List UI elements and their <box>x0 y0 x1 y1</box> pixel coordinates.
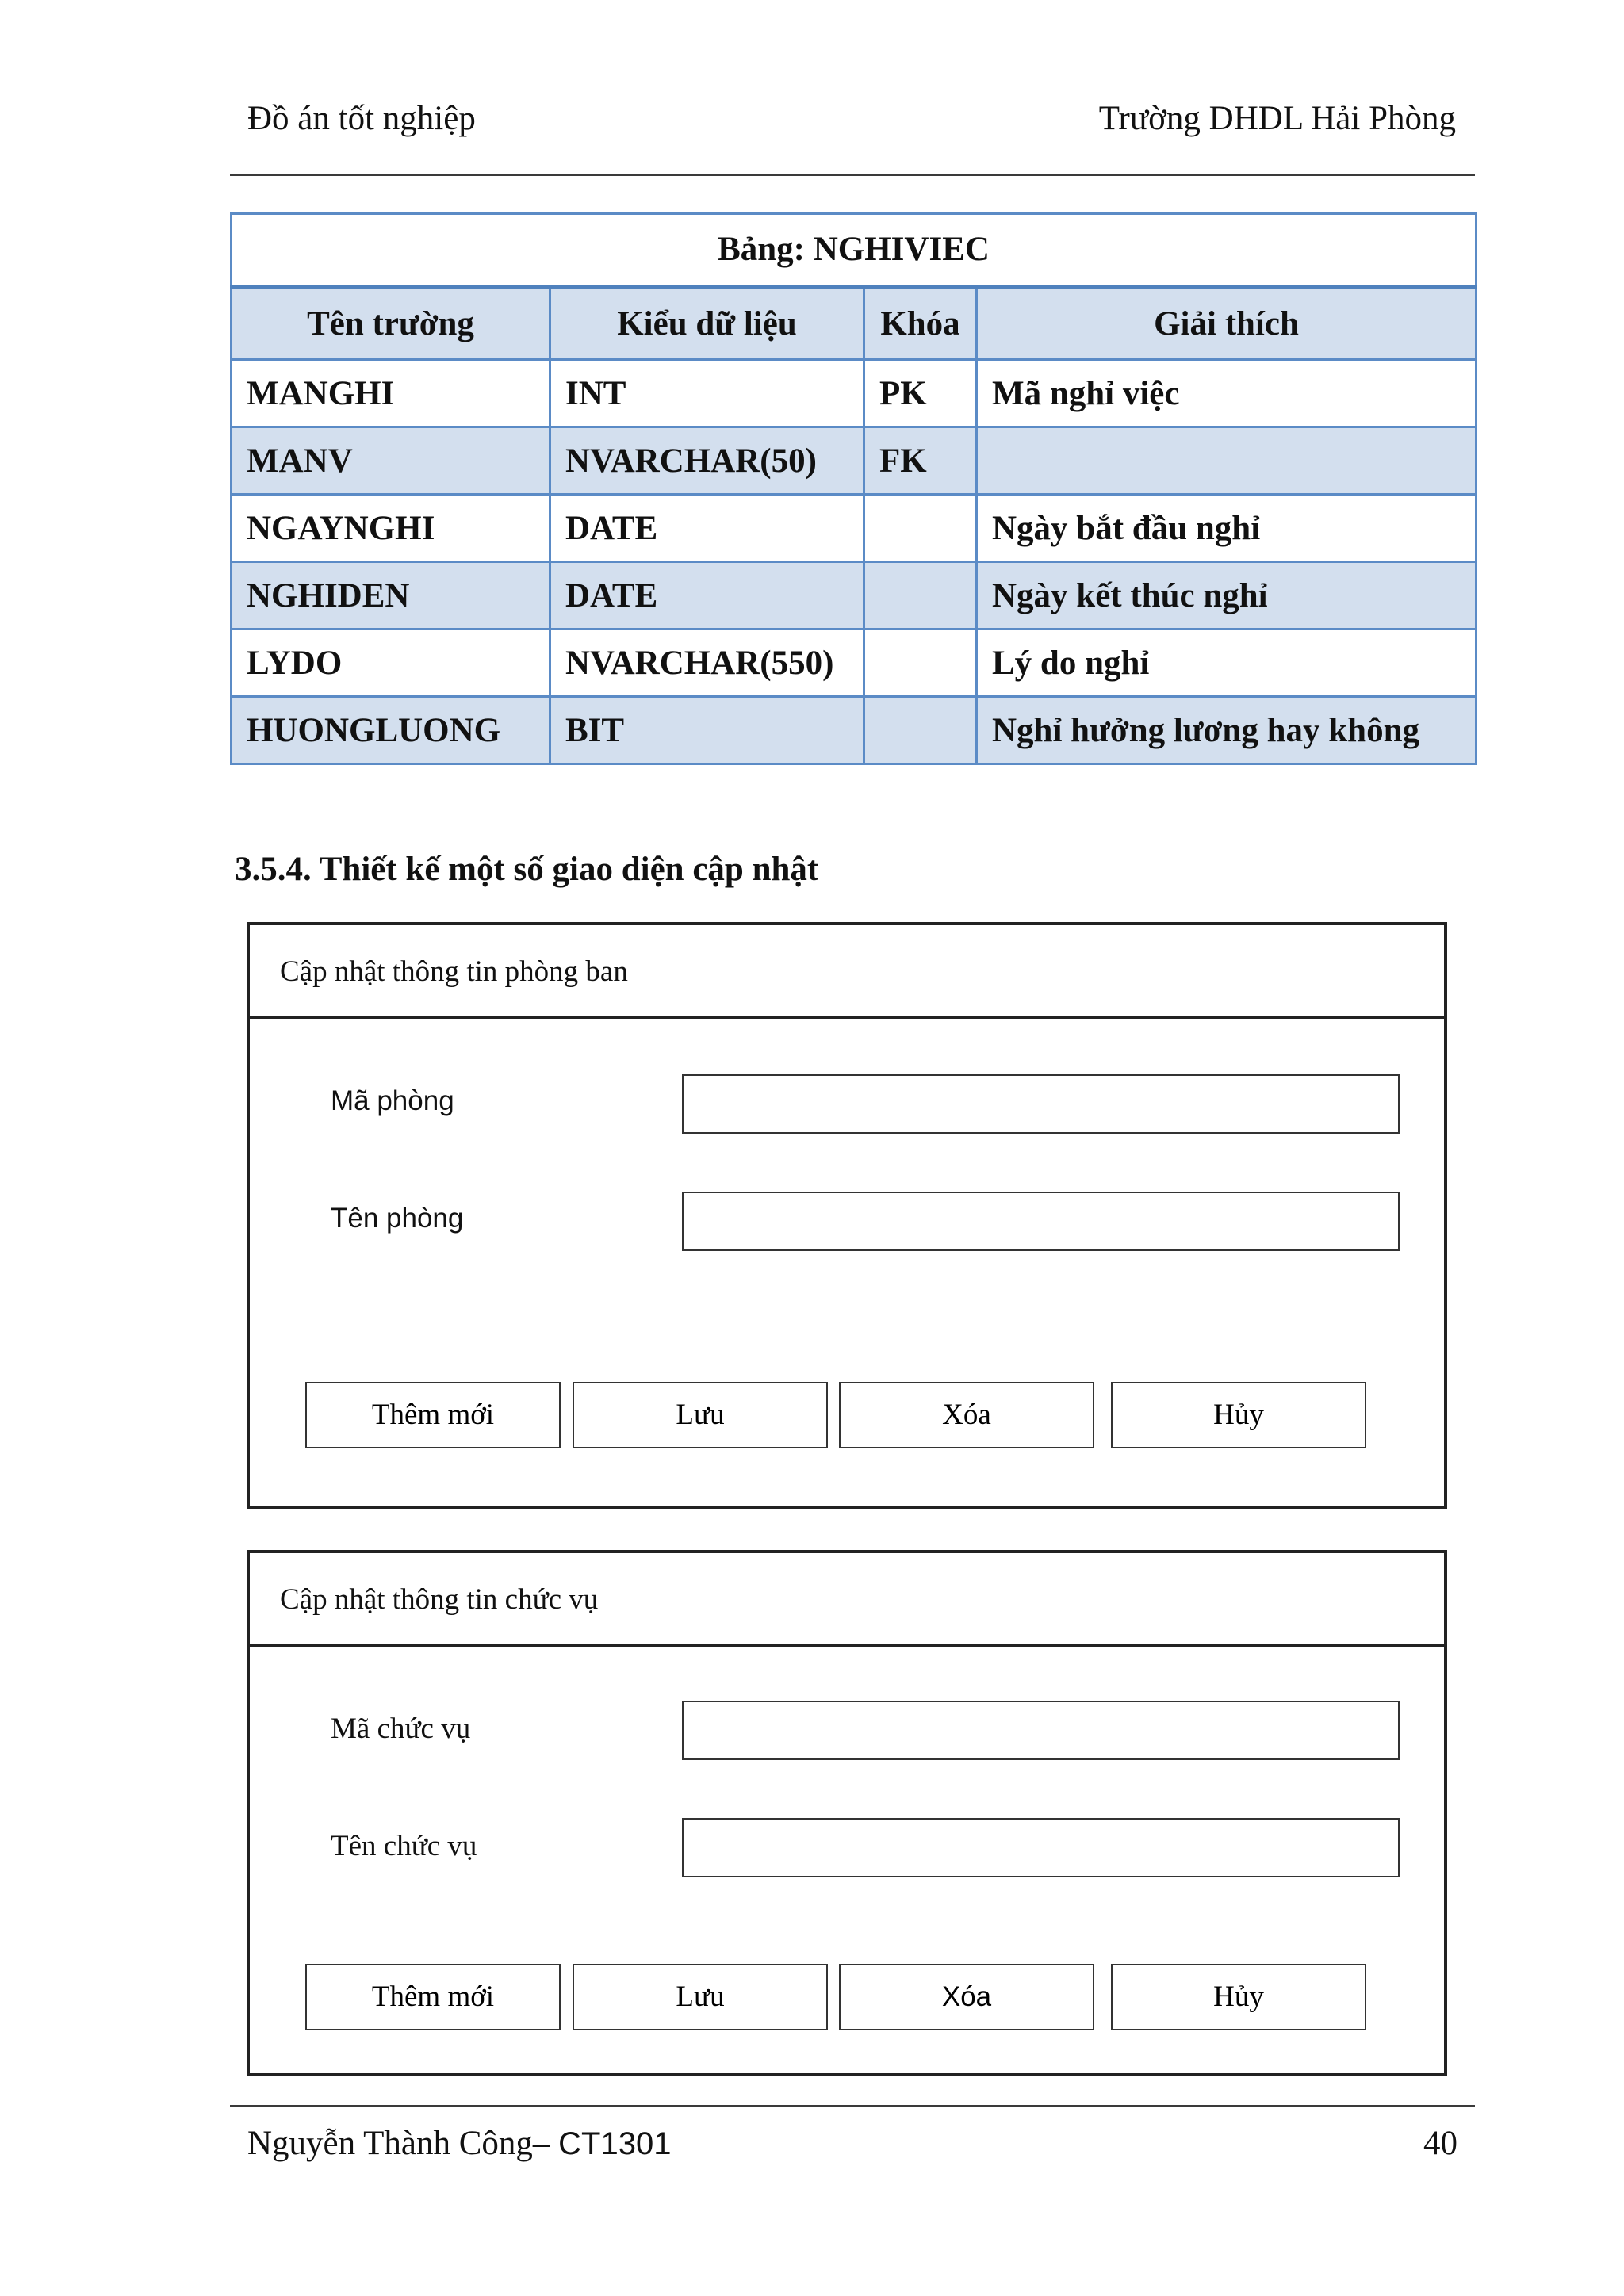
table-cell <box>864 562 977 629</box>
table-cell: NGHIDEN <box>232 562 550 629</box>
table-cell <box>977 427 1477 495</box>
position-name-input[interactable] <box>682 1818 1400 1877</box>
table-cell: Ngày bắt đầu nghỉ <box>977 495 1477 562</box>
column-header-key: Khóa <box>864 287 977 360</box>
class-code: CT1301 <box>558 2126 672 2161</box>
add-new-button[interactable]: Thêm mới <box>305 1964 561 2030</box>
department-name-input[interactable] <box>682 1192 1400 1251</box>
table-cell: Nghỉ hưởng lương hay không <box>977 697 1477 764</box>
table-cell <box>864 629 977 697</box>
table-cell: FK <box>864 427 977 495</box>
nghiviec-table <box>230 212 1477 765</box>
save-button[interactable]: Lưu <box>573 1964 828 2030</box>
table-cell: DATE <box>550 495 864 562</box>
footer-author <box>247 2126 671 2160</box>
author-name: Nguyễn Thành Công– <box>247 2125 550 2162</box>
header-document-title: Đồ án tốt nghiệp <box>247 100 476 137</box>
delete-button[interactable]: Xóa <box>839 1382 1094 1448</box>
department-code-input[interactable] <box>682 1074 1400 1134</box>
table-cell: BIT <box>550 697 864 764</box>
header-divider <box>230 174 1475 176</box>
table-cell <box>864 697 977 764</box>
delete-button[interactable]: Xóa <box>839 1964 1094 2030</box>
page-number: 40 <box>1423 2125 1457 2162</box>
table-row <box>232 562 1477 629</box>
table-row <box>232 697 1477 764</box>
cancel-button[interactable]: Hủy <box>1111 1964 1366 2030</box>
table-row <box>232 360 1477 427</box>
table-cell: NVARCHAR(50) <box>550 427 864 495</box>
table-title: Bảng: NGHIVIEC <box>232 214 1477 287</box>
table-row <box>232 629 1477 697</box>
footer-divider <box>230 2105 1475 2107</box>
department-name-label: Tên phòng <box>331 1203 464 1234</box>
table-cell <box>864 495 977 562</box>
table-cell: NGAYNGHI <box>232 495 550 562</box>
table-cell: MANV <box>232 427 550 495</box>
table-cell: PK <box>864 360 977 427</box>
table-cell: MANGHI <box>232 360 550 427</box>
table-cell: INT <box>550 360 864 427</box>
department-code-label: Mã phòng <box>331 1085 454 1116</box>
table-cell: NVARCHAR(550) <box>550 629 864 697</box>
column-header-field-name: Tên trường <box>232 287 550 360</box>
header-school-name: Trường DHDL Hải Phòng <box>1098 100 1456 137</box>
column-header-data-type: Kiểu dữ liệu <box>550 287 864 360</box>
column-header-description: Giải thích <box>977 287 1477 360</box>
table-row <box>232 427 1477 495</box>
table-cell: LYDO <box>232 629 550 697</box>
cancel-button[interactable]: Hủy <box>1111 1382 1366 1448</box>
position-code-label: Mã chức vụ <box>331 1712 471 1745</box>
form-title: Cập nhật thông tin phòng ban <box>250 925 1444 1019</box>
table-cell: Mã nghỉ việc <box>977 360 1477 427</box>
table-cell: DATE <box>550 562 864 629</box>
department-update-form <box>247 922 1447 1509</box>
position-update-form <box>247 1550 1447 2076</box>
table-row <box>232 495 1477 562</box>
table-cell: Ngày kết thúc nghỉ <box>977 562 1477 629</box>
table-cell: HUONGLUONG <box>232 697 550 764</box>
save-button[interactable]: Lưu <box>573 1382 828 1448</box>
form-title: Cập nhật thông tin chức vụ <box>250 1553 1444 1647</box>
table-cell: Lý do nghỉ <box>977 629 1477 697</box>
position-name-label: Tên chức vụ <box>331 1830 477 1862</box>
add-new-button[interactable]: Thêm mới <box>305 1382 561 1448</box>
section-heading: 3.5.4. Thiết kế một số giao diện cập nhật <box>235 851 819 888</box>
position-code-input[interactable] <box>682 1701 1400 1760</box>
